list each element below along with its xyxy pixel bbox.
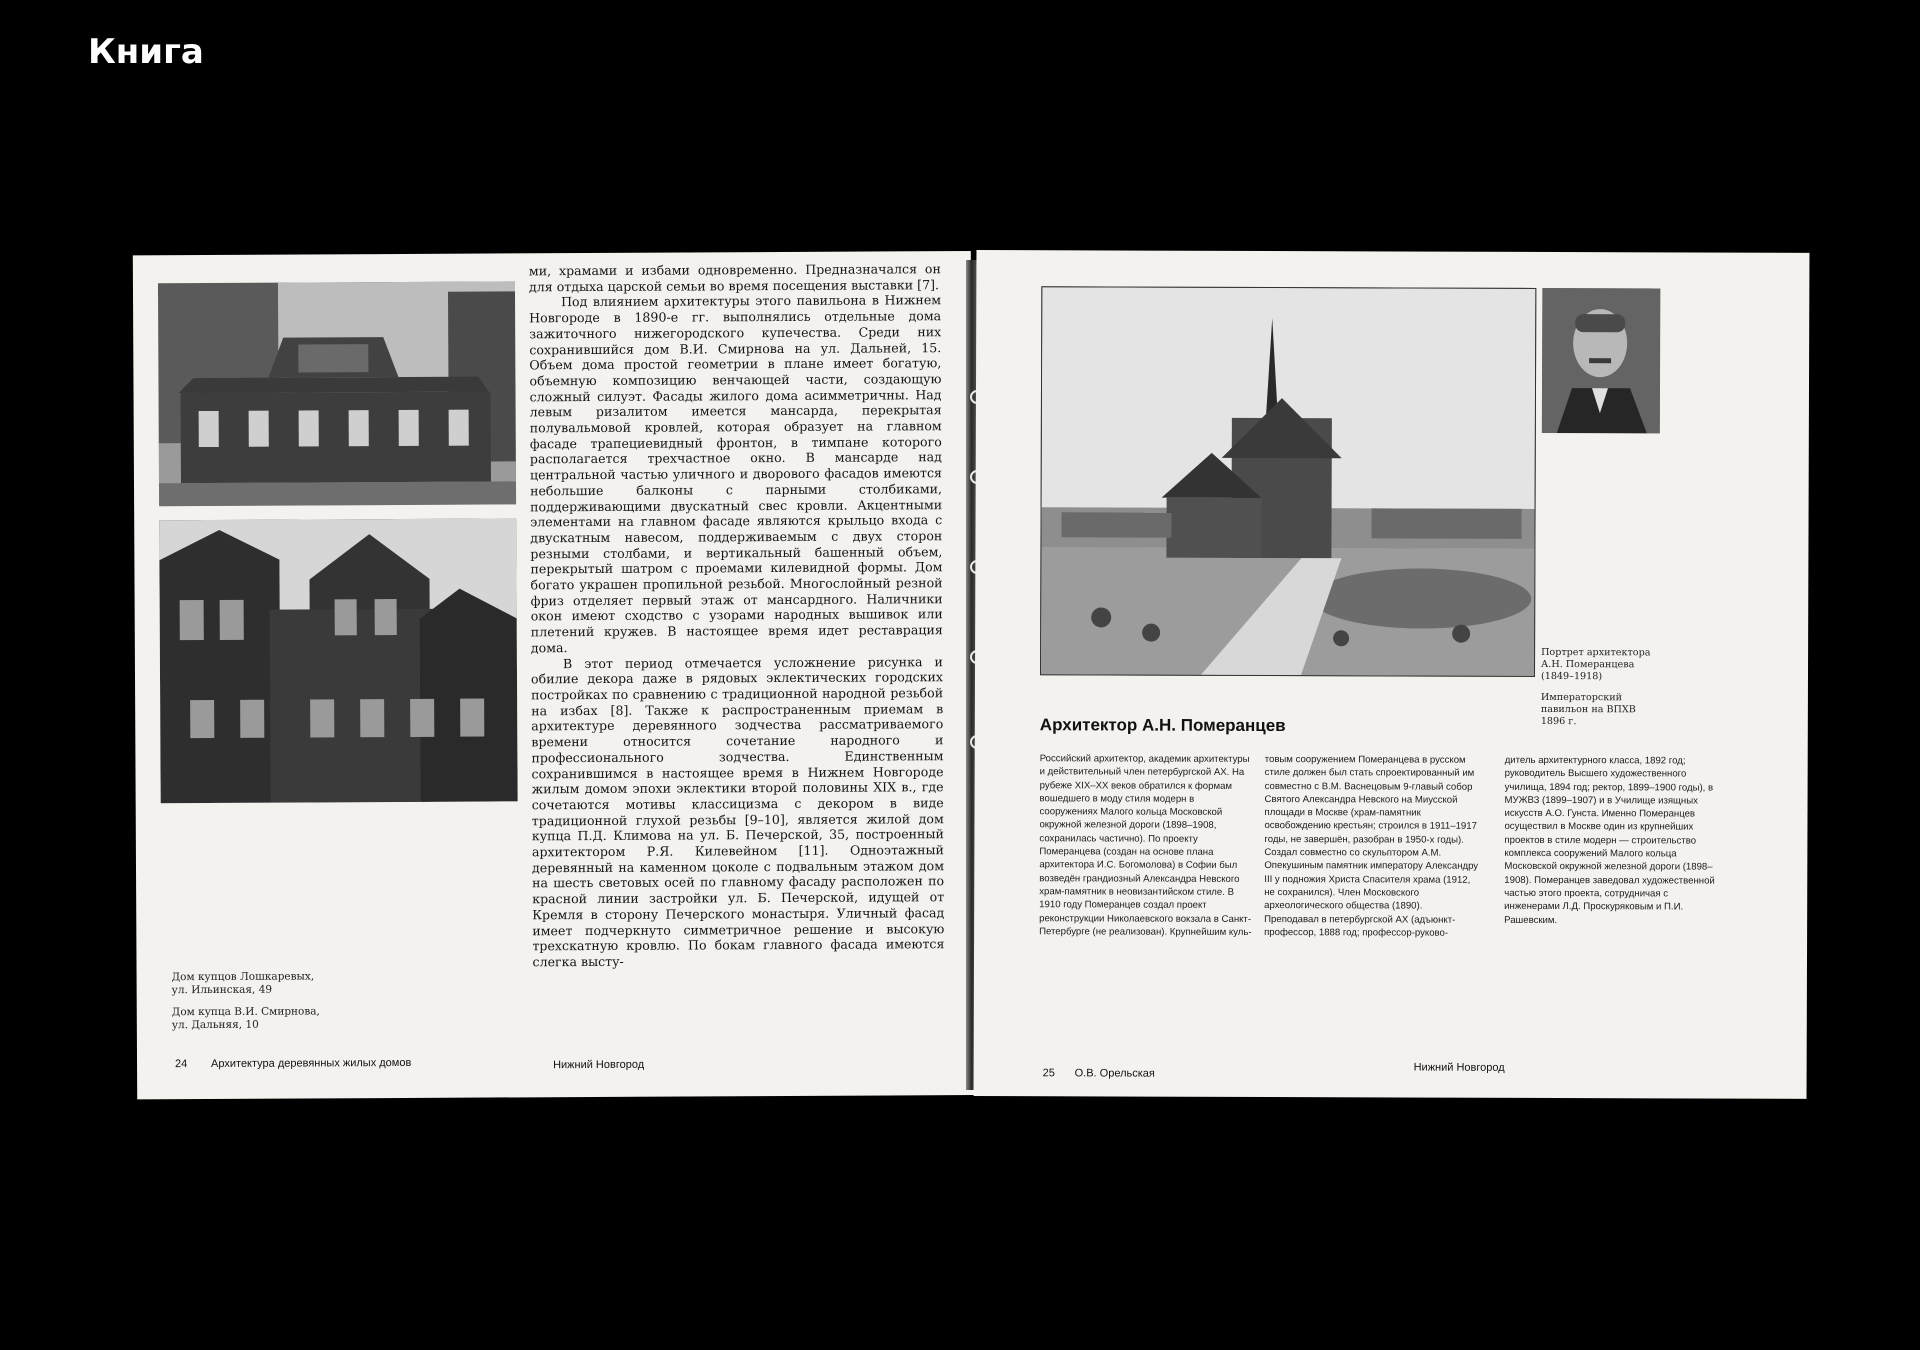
- right-captions: [1541, 647, 1653, 737]
- left-captions: [172, 970, 352, 1041]
- running-title: Архитектура деревянных жилых домов: [211, 1056, 412, 1070]
- body-paragraph: ми, храмами и избами одновременно. Предназначался он для отдыха царской семьи во время посещения выставки [7].: [528, 261, 941, 295]
- photo-caption: Императорский павильон на ВПХВ 1896 г.: [1540, 691, 1636, 728]
- portrait-illustration: [1542, 288, 1661, 433]
- book-label: Книга: [88, 32, 204, 72]
- running-city: Нижний Новгород: [1413, 1061, 1505, 1074]
- photo-caption: Портрет архитектора А.Н. Померанцева (1849–1918): [1540, 646, 1651, 683]
- photo-pomerantsev-portrait: [1542, 288, 1661, 433]
- running-city: Нижний Новгород: [553, 1058, 645, 1072]
- photo-loshkarev-house: [158, 281, 516, 506]
- photo-imperial-pavilion: [1040, 286, 1536, 677]
- body-paragraph: Под влиянием архитектуры этого павильона в Нижнем Новгороде в 1890-е гг. выполнялись отдельные дома зажиточного нижегородского купечества. Среди них сохранившийся дом В.И. Смирнова на ул. Дальней, 15. Объем дома простой геометрии в плане имеет богатую, объемную композицию венчающей части, создающую сложный силуэт. Фасады жилого дома асимметричны. Над левым ризалитом имеется мансарда, перекрытая полувальмовой кровлей, которая образует на главном фасаде трапециевидный фронтон, в тимпане которого располагается трехчастное окно. В мансарде над центральной частью уличного и дворового фасадов имеются небольшие балконы с парными столбиками, поддерживающими двускатный свес кровли. Акцентными элементами на главном фасаде являются крыльцо входа с двускатным навесом, поддерживаемым с двух сторон резными столбами, и вертикальный башенный объем, перекрытый шатром с проемами килевидной формы. Дом богато украшен пропильной резьбой. Многослойный резной фриз отделяет первый этаж от мансардного. Наличники окон имеют сходство с узорами народных вышивок или плетений кружев. В настоящее время идет реставрация дома.: [529, 292, 943, 656]
- text-column: товым сооружением Померанцева в русском стиле должен был стать спроектированный им совместно с В.М. Васнецовым 9-главый собор Святого Александра Невского на Миусской площади в Москве (храм-памятник освобождению крестьян; строился в 1911–1917 годы, не завершён, разобран в 1950-х годы). Создал совместно со скульптором А.М. Опекушиным памятник императору Александру III у подножия Христа Спасителя храма (1912, не сохранился). Член Московского археологического общества (1890). Преподавал в петербургской АХ (адъюнкт-профессор, 1888 год; профессор-руково-: [1264, 754, 1479, 939]
- loshkarev-house-illustration: [158, 281, 516, 506]
- page-number: 24: [175, 1058, 188, 1071]
- smirnov-house-illustration: [159, 518, 517, 803]
- body-paragraph: В этот период отмечается усложнение рисунка и обилие декора даже в рядовых эклектических городских постройках по сравнению с традиционной народной резьбой на избах [8]. Также к распространенным приемам в архитектуре деревянного зодчества рассматриваемого времени относится сочетание народного и профессионального зодчества. Единственным сохранившимся в настоящее время в Нижнем Новгороде жилым домом эпохи эклектики второй половины XIX в., где сочетаются мотивы классицизма с декором в виде традиционной глухой резьбы [9–10], является жилой дом купца П.Д. Климова на ул. Б. Печерской, 35, построенный архитектором Р.Я. Килевейном [11]. Одноэтажный деревянный на каменном цоколе с подвальным этажом дом на шесть световых осей по главному фасаду расположен по красной линии застройки ул. Б. Печерской, идущей от Кремля в сторону Печерского монастыря. Уличный фасад имеет подчеркнуто симметричное решение и высокую трехскатную кровлю. По бокам главного фасада имеются слегка высту-: [530, 653, 945, 970]
- photo-caption: Дом купцов Лошкаревых, ул. Ильинская, 49: [171, 970, 315, 997]
- left-body-text: [529, 261, 945, 1023]
- section-heading: Архитектор А.Н. Померанцев: [1039, 715, 1286, 736]
- left-page: [133, 251, 975, 1099]
- running-author: О.В. Орельская: [1074, 1067, 1155, 1080]
- text-column: Российский архитектор, академик архитектуры и действительный член петербургской АХ. На рубеже XIX–XX веков обратился к формам вошедшего в моду стиля модерн в сооружениях Малого кольца Московской окружной железной дороги (1898–1908, сохранилась частично). По проекту Померанцева (создан на основе плана архитектора И.С. Богомолова) в Софии был возведён грандиозный Александра Невского храм-памятник в неовизантийском стиле. В 1910 году Померанцев создал проект реконструкции Николаевского вокзала в Санкт-Петербурге (не реализован). Крупнейшим куль-: [1039, 753, 1252, 938]
- photo-caption: Дом купца В.И. Смирнова, ул. Дальняя, 10: [171, 1005, 320, 1032]
- right-page: [974, 250, 1810, 1099]
- imperial-pavilion-illustration: [1041, 287, 1535, 676]
- photo-smirnov-house: [159, 518, 517, 803]
- page-number: 25: [1042, 1067, 1055, 1080]
- text-column: дитель архитектурного класса, 1892 год; руководитель Высшего художественного училища, 1894 год; ректор, 1899–1900 годы), в МУЖВЗ (1899–1907) и в Училище изящных искусств А.О. Гунста. Именно Померанцев осуществил в Москве один из крупнейших проектов в стиле модерн — строительство комплекса сооружений Малого кольца Московской окружной железной дороги (1898–1908). Померанцев заведовал художественной частью этого проекта, сотрудничая с инженерами Л.Д. Проскуряковым и П.И. Рашевским.: [1504, 754, 1715, 926]
